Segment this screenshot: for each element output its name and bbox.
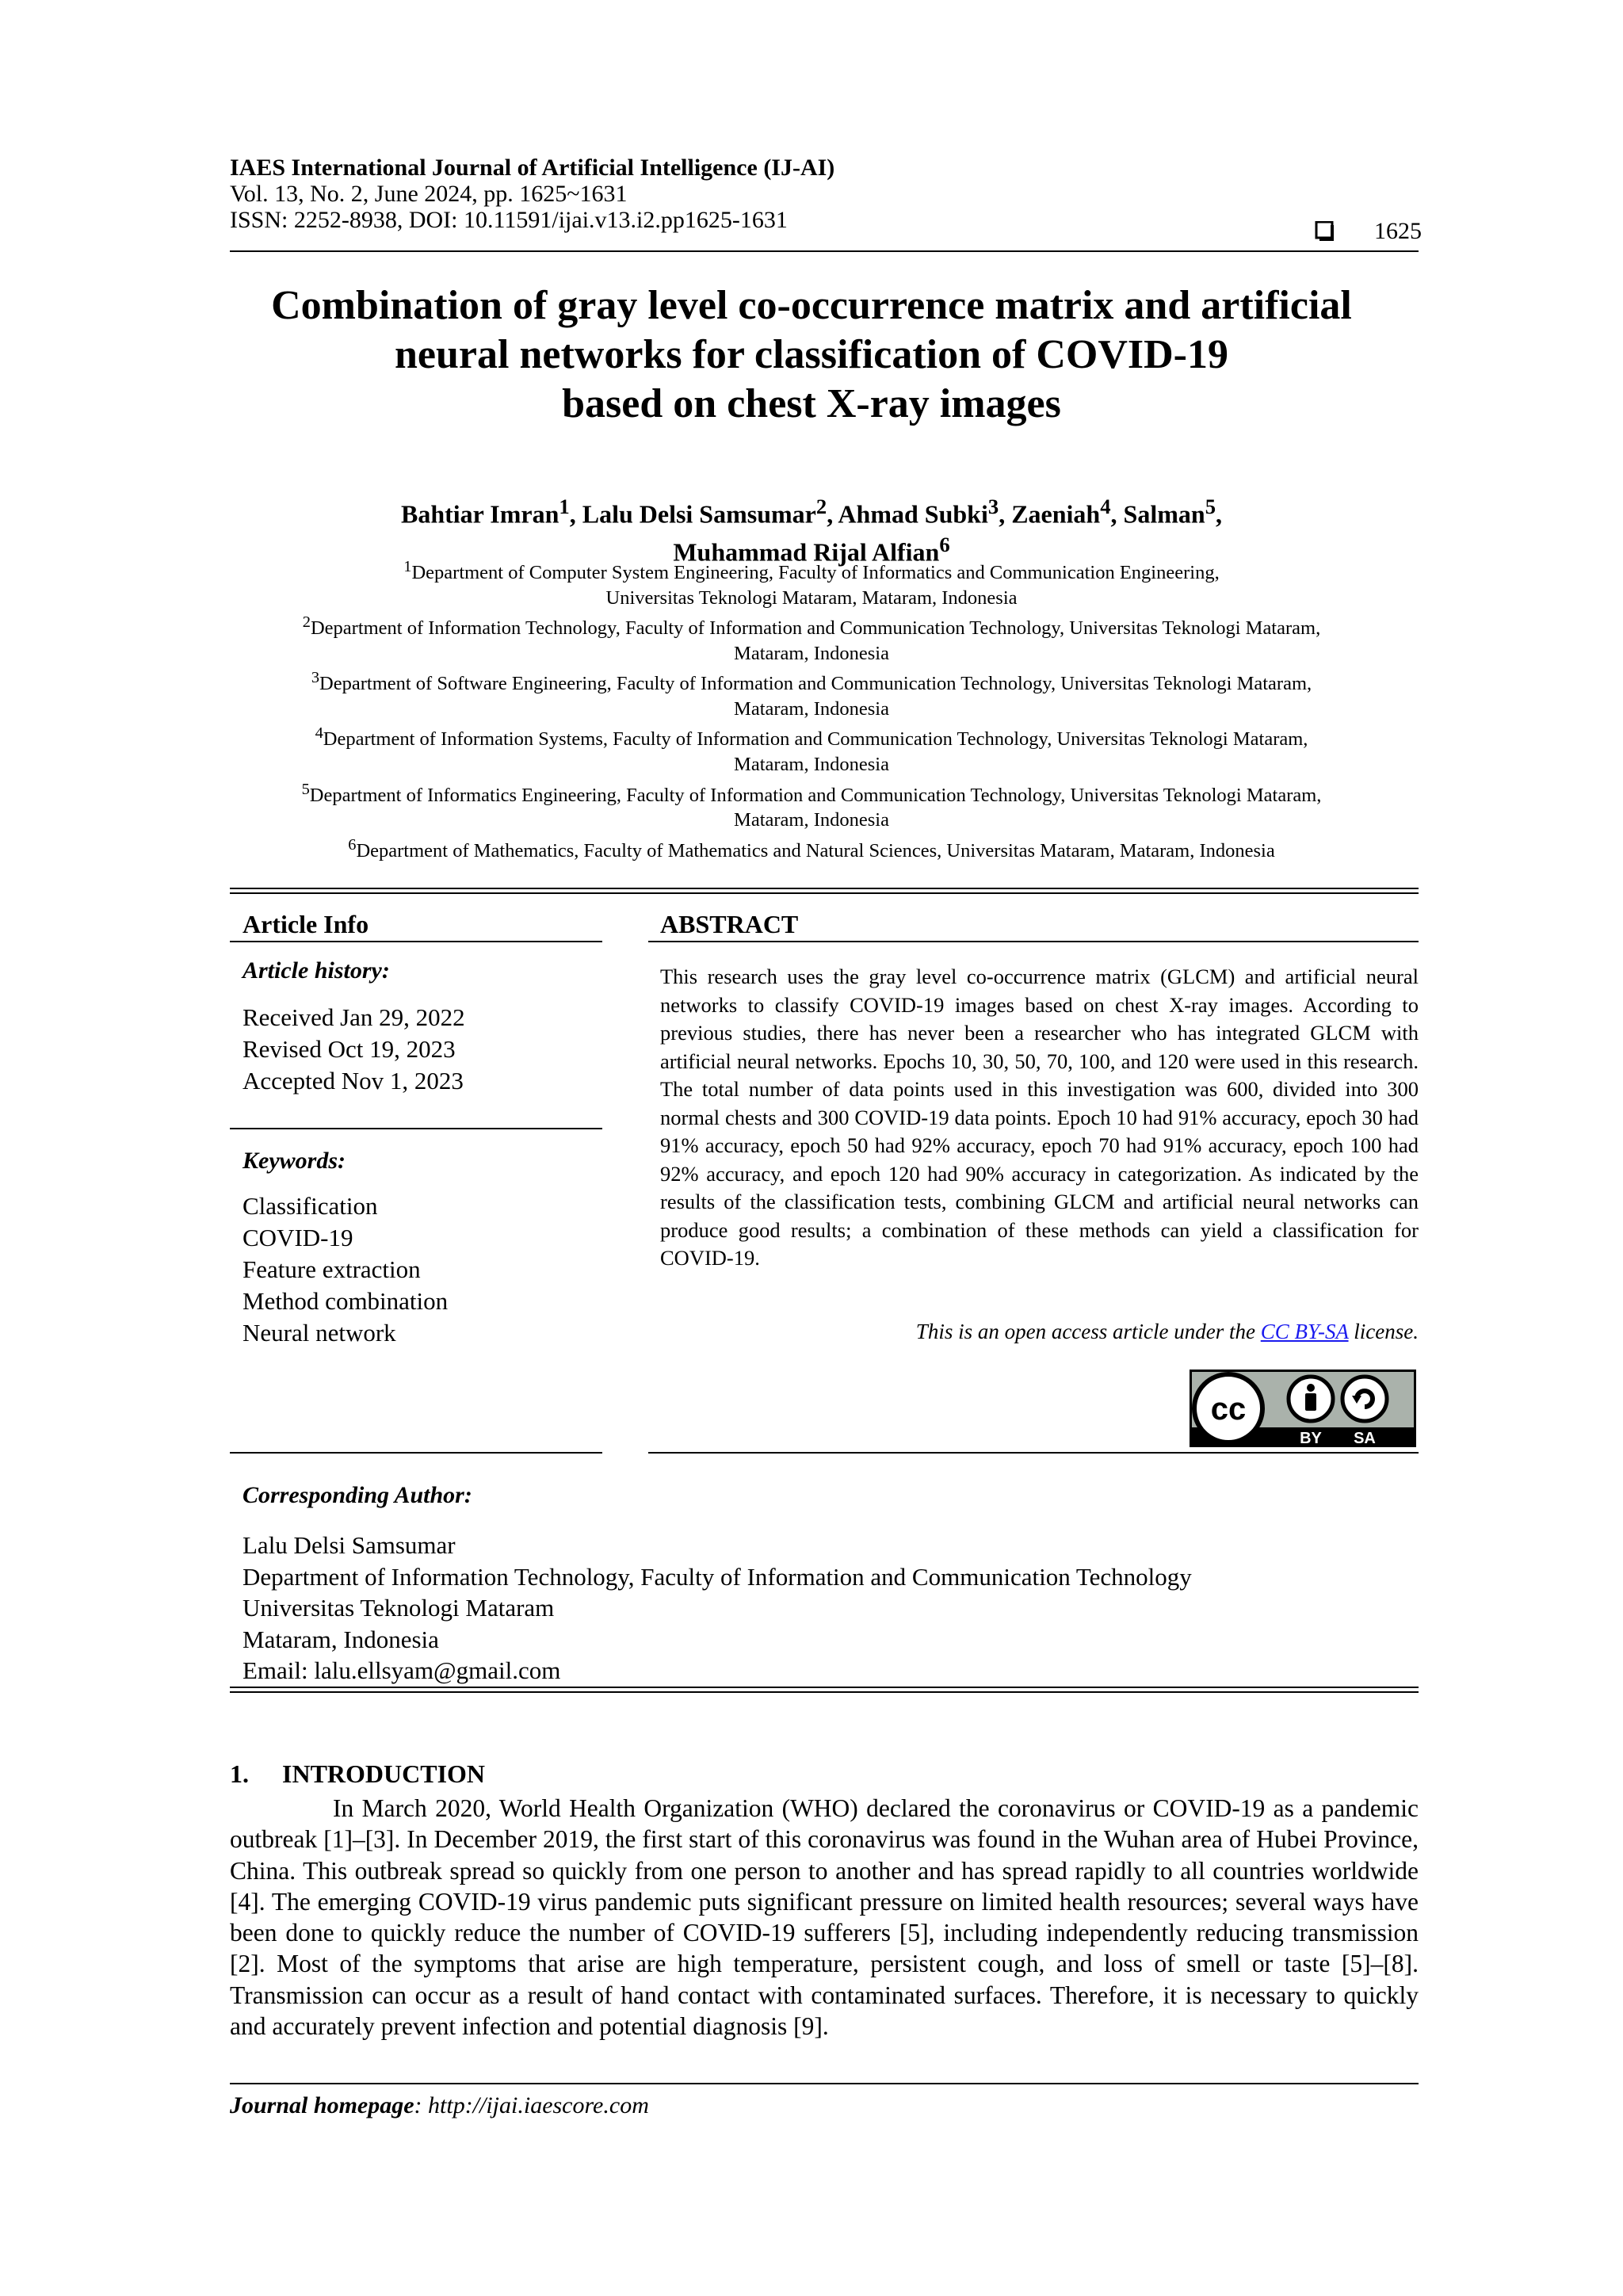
abstract-heading: ABSTRACT bbox=[660, 910, 799, 938]
badge-sa-text: SA bbox=[1354, 1430, 1376, 1447]
received-date: Received Jan 29, 2022 bbox=[242, 1003, 465, 1031]
article-history-heading: Article history: bbox=[242, 957, 390, 984]
info-bottom-rule bbox=[230, 1691, 1419, 1693]
author-separator: , bbox=[1216, 499, 1223, 529]
author-separator: , bbox=[999, 499, 1012, 529]
revised-date: Revised Oct 19, 2023 bbox=[242, 1035, 456, 1063]
affiliation bbox=[206, 721, 1417, 777]
keyword: COVID-19 bbox=[242, 1224, 353, 1251]
author-sup: 1 bbox=[559, 495, 570, 518]
author-sup: 5 bbox=[1205, 495, 1216, 518]
affiliation bbox=[206, 555, 1417, 610]
corresponding-heading: Corresponding Author: bbox=[242, 1482, 472, 1508]
title-line: neural networks for classification of COVID-19 bbox=[395, 332, 1228, 377]
keyword: Feature extraction bbox=[242, 1255, 421, 1283]
author-sup: 3 bbox=[987, 495, 999, 518]
abstract-rule bbox=[648, 941, 1419, 942]
badge-cc-text: cc bbox=[1210, 1392, 1247, 1427]
author-name: Zaeniah bbox=[1011, 499, 1101, 529]
accepted-date: Accepted Nov 1, 2023 bbox=[242, 1067, 464, 1095]
info-top-rule bbox=[230, 892, 1419, 894]
article-history bbox=[242, 1002, 465, 1097]
author-name: Bahtiar Imran bbox=[400, 499, 559, 529]
author-sup: 6 bbox=[939, 532, 950, 556]
affiliation-list bbox=[206, 555, 1417, 863]
introduction-paragraph: In March 2020, World Health Organization (WHO) declared the coronavirus or COVID-19 as a pandemic outbreak [1]–[3]. In December 2019, the first start of this coronavirus was found in the Wuhan area of Hubei Province, China. This outbreak spread so quickly from one person to another and has spread rapidly to all countries worldwide [4]. The emerging COVID-19 virus pandemic puts significant pressure on limited health resources; several ways have been done to quickly reduce the number of COVID-19 sufferers [5], including independently reducing transmission [2]. Most of the symptoms that arise are high temperature, persistent cough, and loss of smell or taste [5]–[8]. Transmission can occur as a result of hand contact with contaminated surfaces. Therefore, it is necessary to quickly and accurately prevent infection and potential diagnosis [9]. bbox=[230, 1794, 1419, 2041]
keyword: Neural network bbox=[242, 1319, 396, 1347]
cc-by-sa-license-icon[interactable] bbox=[1189, 1369, 1417, 1448]
affiliation-sup: 1 bbox=[403, 558, 412, 575]
open-access-suffix: license. bbox=[1348, 1320, 1419, 1343]
issn-line: ISSN: 2252-8938, DOI: 10.11591/ijai.v13.i2.pp1625-1631 bbox=[230, 207, 788, 233]
title-line: Combination of gray level co-occurrence matrix and artificial bbox=[271, 283, 1352, 328]
journal-homepage bbox=[230, 2092, 649, 2119]
affiliation bbox=[206, 777, 1417, 833]
affiliation-sup: 6 bbox=[348, 835, 357, 854]
affiliation bbox=[206, 666, 1417, 721]
open-access-notice bbox=[660, 1320, 1419, 1344]
corresponding-email: Email: lalu.ellsyam@gmail.com bbox=[242, 1656, 561, 1684]
affiliation-line: Department of Information Technology, Faculty of Information and Communication Technology, Universitas Teknologi Mataram, bbox=[310, 617, 1321, 640]
author-sup: 2 bbox=[815, 495, 827, 518]
article-info-heading: Article Info bbox=[242, 910, 369, 938]
keyword: Method combination bbox=[242, 1287, 449, 1315]
open-access-prefix: This is an open access article under the bbox=[915, 1320, 1261, 1343]
introduction-heading bbox=[230, 1759, 485, 1789]
author-name: Salman bbox=[1123, 499, 1205, 529]
paper-title bbox=[158, 281, 1465, 429]
affiliation-line: Mataram, Indonesia bbox=[734, 642, 889, 664]
author-separator: , bbox=[569, 499, 582, 529]
homepage-url[interactable]: : http://ijai.iaescore.com bbox=[414, 2092, 649, 2118]
checkbox-square-icon bbox=[1314, 221, 1335, 242]
keyword: Classification bbox=[242, 1192, 378, 1220]
abstract-text: This research uses the gray level co-occurrence matrix (GLCM) and artificial neural networks to classify COVID-19 images based on chest X-ray images. According to previous studies, there has never been a researcher who has integrated GLCM with artificial neural networks. Epochs 10, 30, 50, 70, 100, and 120 were used in this research. The total number of data points used in this investigation was 600, divided into 300 normal chests and 300 COVID-19 data points. Epoch 10 had 91% accuracy, epoch 30 had 91% accuracy, epoch 50 had 92% accuracy, epoch 70 had 91% accuracy, epoch 100 had 92% accuracy, and epoch 120 had 90% accuracy in categorization. As indicated by the results of the classification tests, combining GLCM and artificial neural networks can produce good results; a combination of these methods can yield a classification for COVID-19. bbox=[660, 965, 1419, 1270]
affiliation bbox=[206, 833, 1417, 864]
author-name: Muhammad Rijal Alfian bbox=[673, 537, 940, 567]
homepage-label: Journal homepage bbox=[230, 2092, 414, 2118]
affiliation bbox=[206, 610, 1417, 666]
corresponding-dept: Department of Information Technology, Faculty of Information and Communication Technology bbox=[242, 1562, 1192, 1591]
keywords-heading: Keywords: bbox=[242, 1148, 346, 1174]
affiliation-line: Mataram, Indonesia bbox=[734, 697, 889, 720]
author-sup: 4 bbox=[1100, 495, 1111, 518]
history-rule bbox=[230, 1128, 602, 1129]
affiliation-line: Mataram, Indonesia bbox=[734, 754, 889, 776]
author-name: Ahmad Subki bbox=[838, 499, 988, 529]
affiliation-line: Mataram, Indonesia bbox=[734, 809, 889, 831]
affiliation-sup: 4 bbox=[315, 724, 323, 743]
affiliation-line: Department of Informatics Engineering, Faculty of Information and Communication Technology, Universitas Teknologi Mataram, bbox=[309, 784, 1322, 806]
keyword-list bbox=[242, 1190, 448, 1349]
affiliation-line: Department of Information Systems, Faculty of Information and Communication Technology, Universitas Teknologi Mataram, bbox=[323, 728, 1308, 751]
journal-name: IAES International Journal of Artificial Intelligence (IJ-AI) bbox=[230, 155, 835, 181]
affiliation-sup: 2 bbox=[302, 613, 311, 632]
page-number: 1625 bbox=[1374, 218, 1422, 244]
affiliation-line: Department of Software Engineering, Faculty of Information and Communication Technology, Universitas Teknologi Mataram, bbox=[319, 673, 1312, 695]
abstract-bottom-rule bbox=[648, 1452, 1419, 1454]
license-link[interactable]: CC BY-SA bbox=[1260, 1320, 1349, 1343]
corresponding-name: Lalu Delsi Samsumar bbox=[242, 1531, 456, 1559]
author-name: Lalu Delsi Samsumar bbox=[582, 499, 816, 529]
volume-line: Vol. 13, No. 2, June 2024, pp. 1625~1631 bbox=[230, 181, 628, 207]
corresponding-univ: Universitas Teknologi Mataram bbox=[242, 1594, 555, 1622]
header-rule bbox=[230, 250, 1419, 252]
affiliation-line: Universitas Teknologi Mataram, Mataram, Indonesia bbox=[605, 586, 1018, 609]
journal-header bbox=[230, 155, 834, 233]
author-separator: , bbox=[1110, 499, 1124, 529]
corresponding-city: Mataram, Indonesia bbox=[242, 1625, 439, 1653]
article-info-rule bbox=[230, 941, 602, 942]
section-title: INTRODUCTION bbox=[282, 1759, 486, 1788]
author-separator: , bbox=[827, 499, 838, 529]
affiliation-line: Department of Mathematics, Faculty of Mathematics and Natural Sciences, Universitas Mataram, Mataram, Indonesia bbox=[356, 839, 1275, 861]
badge-by-text: BY bbox=[1300, 1430, 1322, 1447]
info-top-rule bbox=[230, 888, 1419, 889]
footer-rule bbox=[230, 2083, 1419, 2084]
section-number: 1. bbox=[230, 1759, 249, 1788]
info-bottom-rule bbox=[230, 1687, 1419, 1688]
affiliation-sup: 3 bbox=[311, 669, 320, 687]
corresponding-details bbox=[242, 1530, 1192, 1687]
affiliation-sup: 5 bbox=[301, 780, 310, 798]
keywords-rule bbox=[230, 1452, 602, 1454]
title-line: based on chest X-ray images bbox=[562, 381, 1061, 426]
affiliation-line: Department of Computer System Engineering, Faculty of Informatics and Communication Engineering, bbox=[411, 562, 1220, 584]
